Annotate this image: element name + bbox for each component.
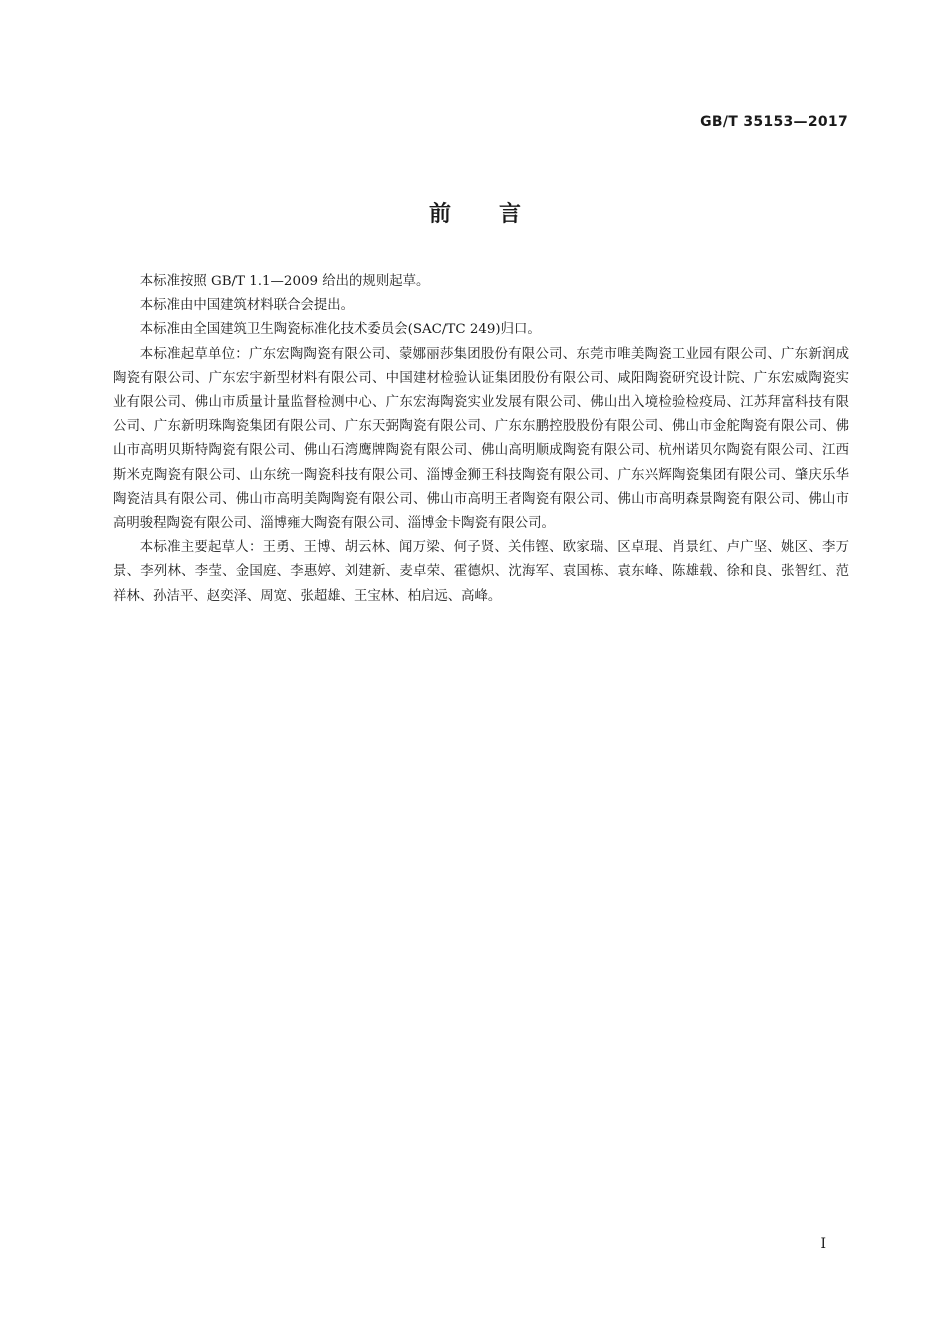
paragraph-drafting-units: 本标准起草单位：广东宏陶陶瓷有限公司、蒙娜丽莎集团股份有限公司、东莞市唯美陶瓷工业园有限公司、广东新润成陶瓷有限公司、广东宏宇新型材料有限公司、中国建材检验认证集团股份有限公司、咸阳陶瓷研究设计院、广东宏威陶瓷实业有限公司、佛山市质量计量监督检测中心、广东宏海陶瓷实业发展有限公司、佛山出入境检验检疫局、江苏拜富科技有限公司、广东新明珠陶瓷集团有限公司、广东天弼陶瓷有限公司、广东东鹏控股股份有限公司、佛山市金舵陶瓷有限公司、佛山市高明贝斯特陶瓷有限公司、佛山石湾鹰牌陶瓷有限公司、佛山高明顺成陶瓷有限公司、杭州诺贝尔陶瓷有限公司、江西斯米克陶瓷有限公司、山东统一陶瓷科技有限公司、淄博金狮王科技陶瓷有限公司、广东兴辉陶瓷集团有限公司、肇庆乐华陶瓷洁具有限公司、佛山市高明美陶陶瓷有限公司、佛山市高明王者陶瓷有限公司、佛山市高明森景陶瓷有限公司、佛山市高明骏程陶瓷有限公司、淄博雍大陶瓷有限公司、淄博金卡陶瓷有限公司。 [113, 346, 849, 532]
standard-number: GB/T 35153—2017 [700, 114, 848, 130]
page-title: 前言 [428, 202, 569, 227]
foreword-body [113, 270, 849, 609]
page-number: I [820, 1236, 826, 1252]
paragraph-committee: 本标准由全国建筑卫生陶瓷标准化技术委员会(SAC/TC 249)归口。 [139, 322, 541, 338]
paragraph-drafting-rules: 本标准按照 GB/T 1.1—2009 给出的规则起草。 [139, 274, 430, 289]
paragraph-drafters: 本标准主要起草人：王勇、王博、胡云林、闻万梁、何子贤、关伟铿、欧家瑞、区卓琨、肖景红、卢广坚、姚区、李万景、李列林、李莹、金国庭、李惠婷、刘建新、麦卓荣、霍德炽、沈海军、袁国栋、袁东峰、陈雄载、徐和良、张智红、范祥林、孙洁平、赵奕泽、周宽、张超雄、王宝林、柏启远、高峰。 [113, 540, 849, 604]
paragraph-proposer: 本标准由中国建筑材料联合会提出。 [139, 298, 355, 314]
